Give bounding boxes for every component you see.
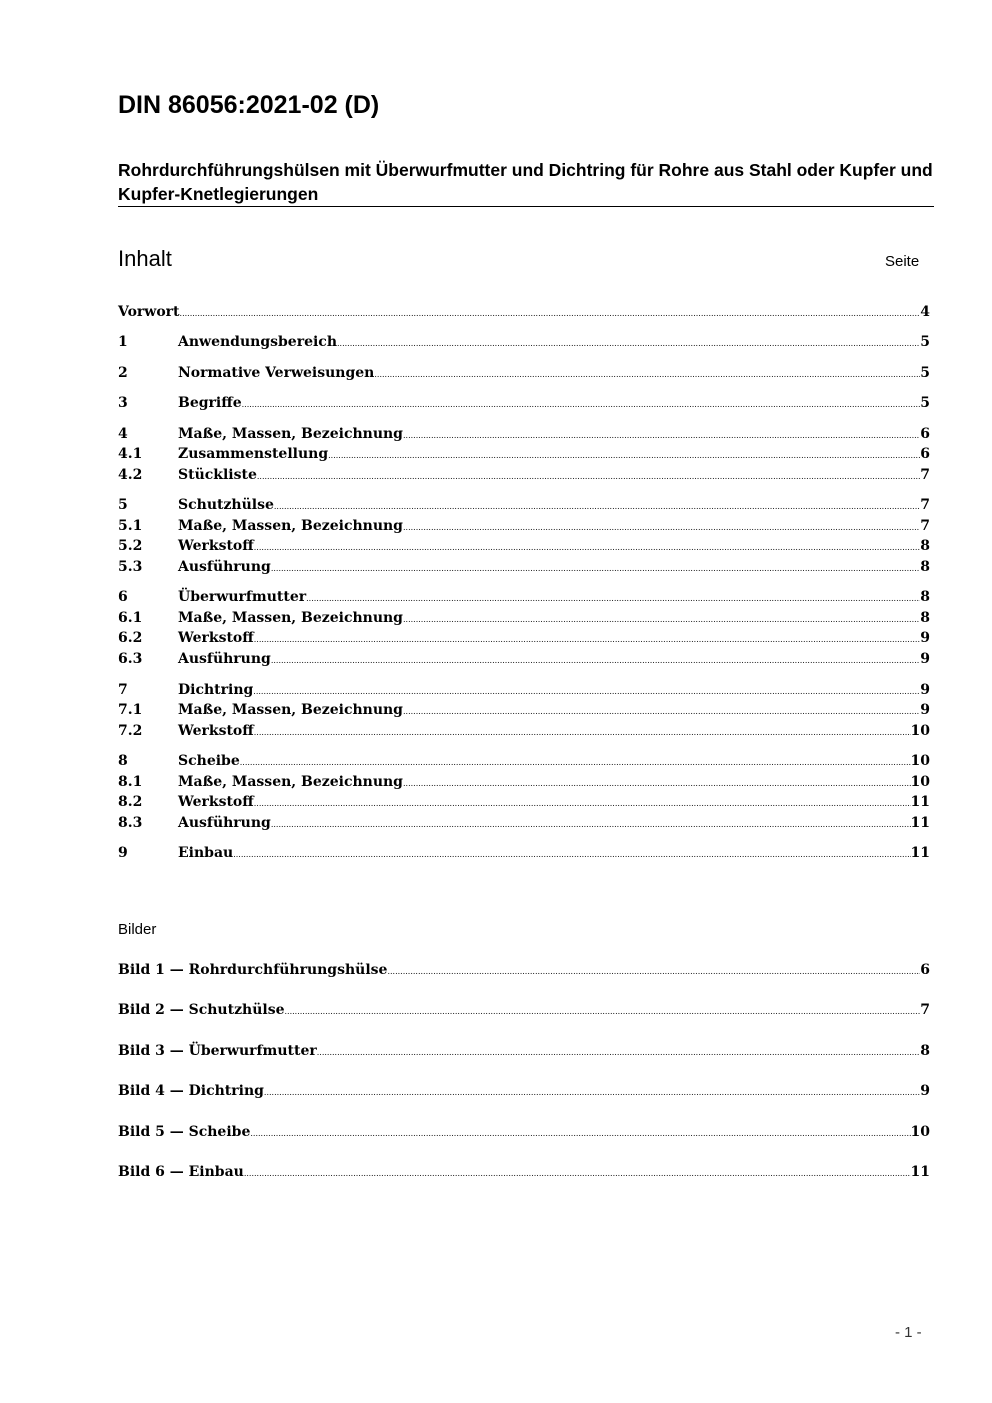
toc-leader xyxy=(403,424,920,446)
toc-entry[interactable] xyxy=(118,424,930,444)
toc-entry-page: 11 xyxy=(910,845,930,861)
title-divider xyxy=(118,206,934,207)
contents-heading: Inhalt xyxy=(118,246,172,271)
toc-entry[interactable] xyxy=(118,751,930,771)
toc-entry-number: 4 xyxy=(118,426,128,442)
figure-entry[interactable] xyxy=(118,1081,930,1101)
toc-entry-title: Überwurfmutter xyxy=(178,589,307,605)
toc-entry-page: 9 xyxy=(920,651,930,667)
toc-leader xyxy=(317,1041,921,1063)
toc-entry-page: 4 xyxy=(920,304,930,320)
document-subtitle: Rohrdurchführungshülsen mit Überwurfmutter und Dichtring für Rohre aus Stahl oder Kupfer und Kupfer-Knetlegierungen xyxy=(118,160,933,204)
toc-entry[interactable] xyxy=(118,465,930,485)
toc-entry-page: 7 xyxy=(920,467,930,483)
toc-entry-page: 7 xyxy=(920,518,930,534)
toc-entry-number: 7.2 xyxy=(118,723,143,739)
toc-leader xyxy=(254,792,911,814)
toc-leader xyxy=(271,813,911,835)
toc-entry-number: 4.1 xyxy=(118,446,143,462)
figure-entry-title: Bild 2 — Schutzhülse xyxy=(118,1002,285,1018)
toc-entry-title: Normative Verweisungen xyxy=(178,365,375,381)
toc-entry-number: 5.3 xyxy=(118,559,143,575)
toc-entry-title: Begriffe xyxy=(178,395,242,411)
toc-entry-page: 8 xyxy=(920,610,930,626)
figure-entry-page: 11 xyxy=(910,1164,930,1180)
toc-entry-number: 6.2 xyxy=(118,630,143,646)
toc-entry-title: Maße, Massen, Bezeichnung xyxy=(178,518,403,534)
toc-entry-title: Vorwort xyxy=(118,304,180,320)
toc-entry-number: 7 xyxy=(118,682,128,698)
toc-entry-title: Werkstoff xyxy=(178,538,254,554)
toc-entry-page: 10 xyxy=(910,753,930,769)
toc-entry-title: Maße, Massen, Bezeichnung xyxy=(178,426,403,442)
toc-leader xyxy=(254,721,911,743)
toc-leader xyxy=(250,1122,910,1144)
toc-leader xyxy=(387,960,920,982)
toc-entry-page: 11 xyxy=(910,815,930,831)
toc-entry-number: 6 xyxy=(118,589,128,605)
figure-entry-page: 8 xyxy=(920,1043,930,1059)
toc-entry[interactable] xyxy=(118,536,930,556)
toc-entry-title: Werkstoff xyxy=(178,630,254,646)
document-id: DIN 86056:2021-02 (D) xyxy=(118,91,380,119)
toc-entry-number: 3 xyxy=(118,395,128,411)
figure-entry[interactable] xyxy=(118,1122,930,1142)
toc-entry-number: 2 xyxy=(118,365,128,381)
toc-entry-page: 5 xyxy=(920,395,930,411)
toc-leader xyxy=(264,1081,920,1103)
toc-entry[interactable] xyxy=(118,393,930,413)
toc-entry-title: Dichtring xyxy=(178,682,254,698)
toc-entry[interactable] xyxy=(118,608,930,628)
toc-entry[interactable] xyxy=(118,843,930,863)
figure-entry[interactable] xyxy=(118,1000,930,1020)
toc-entry-title: Zusammenstellung xyxy=(178,446,329,462)
toc-leader xyxy=(403,516,920,538)
toc-entry-page: 5 xyxy=(920,334,930,350)
toc-entry-page: 9 xyxy=(920,682,930,698)
toc-entry-page: 9 xyxy=(920,702,930,718)
figure-entry-title: Bild 5 — Scheibe xyxy=(118,1124,251,1140)
toc-entry-number: 1 xyxy=(118,334,128,350)
figure-entry[interactable] xyxy=(118,1041,930,1061)
toc-entry-number: 4.2 xyxy=(118,467,143,483)
figure-entry-title: Bild 3 — Überwurfmutter xyxy=(118,1043,317,1059)
toc-leader xyxy=(271,649,920,671)
toc-entry-number: 5.2 xyxy=(118,538,143,554)
toc-entry[interactable] xyxy=(118,587,930,607)
toc-entry-number: 5 xyxy=(118,497,128,513)
toc-entry-page: 5 xyxy=(920,365,930,381)
toc-leader xyxy=(254,628,921,650)
toc-entry-number: 9 xyxy=(118,845,128,861)
toc-entry[interactable] xyxy=(118,557,930,577)
toc-leader xyxy=(271,557,920,579)
toc-entry-page: 7 xyxy=(920,497,930,513)
toc-leader xyxy=(240,751,911,773)
toc-leader xyxy=(403,700,920,722)
figure-entry-title: Bild 4 — Dichtring xyxy=(118,1083,264,1099)
toc-entry-title: Ausführung xyxy=(178,651,271,667)
toc-entry-number: 6.1 xyxy=(118,610,143,626)
figure-entry-title: Bild 1 — Rohrdurchführungshülse xyxy=(118,962,388,978)
toc-entry-number: 8.1 xyxy=(118,774,143,790)
toc-entry-title: Anwendungsbereich xyxy=(178,334,337,350)
toc-entry[interactable] xyxy=(118,649,930,669)
toc-entry-title: Schutzhülse xyxy=(178,497,274,513)
toc-entry-page: 10 xyxy=(910,723,930,739)
toc-entry-page: 6 xyxy=(920,446,930,462)
toc-entry-number: 8.3 xyxy=(118,815,143,831)
toc-entry[interactable] xyxy=(118,332,930,352)
toc-entry-title: Maße, Massen, Bezeichnung xyxy=(178,610,403,626)
toc-entry-title: Scheibe xyxy=(178,753,240,769)
toc-leader xyxy=(257,465,920,487)
toc-entry[interactable] xyxy=(118,516,930,536)
toc-entry-page: 8 xyxy=(920,538,930,554)
toc-entry-title: Ausführung xyxy=(178,559,271,575)
figure-entry-page: 10 xyxy=(910,1124,930,1140)
toc-leader xyxy=(306,587,920,609)
toc-entry-title: Werkstoff xyxy=(178,723,254,739)
toc-entry-vorwort[interactable] xyxy=(118,302,930,322)
toc-entry-title: Stückliste xyxy=(178,467,257,483)
figure-entry[interactable] xyxy=(118,960,930,980)
toc-entry-number: 7.1 xyxy=(118,702,143,718)
toc-entry-page: 11 xyxy=(910,794,930,810)
toc-entry[interactable] xyxy=(118,680,930,700)
figure-entry-page: 7 xyxy=(920,1002,930,1018)
toc-entry[interactable] xyxy=(118,495,930,515)
toc-leader xyxy=(403,772,911,794)
toc-entry[interactable] xyxy=(118,444,930,464)
toc-entry-page: 8 xyxy=(920,559,930,575)
toc-leader xyxy=(328,444,920,466)
toc-entry-number: 5.1 xyxy=(118,518,143,534)
toc-entry-title: Maße, Massen, Bezeichnung xyxy=(178,702,403,718)
toc-entry-title: Einbau xyxy=(178,845,234,861)
toc-leader xyxy=(285,1000,921,1022)
toc-entry-title: Werkstoff xyxy=(178,794,254,810)
figure-entry-title: Bild 6 — Einbau xyxy=(118,1164,244,1180)
toc-entry-page: 9 xyxy=(920,630,930,646)
toc-leader xyxy=(253,680,920,702)
toc-entry-page: 10 xyxy=(910,774,930,790)
toc-entry-number: 6.3 xyxy=(118,651,143,667)
toc-leader xyxy=(233,843,910,865)
toc-entry-page: 6 xyxy=(920,426,930,442)
toc-leader xyxy=(274,495,920,517)
page-column-label: Seite xyxy=(885,253,920,270)
toc-entry[interactable] xyxy=(118,363,930,383)
toc-entry[interactable] xyxy=(118,813,930,833)
toc-entry[interactable] xyxy=(118,700,930,720)
toc-leader xyxy=(374,363,920,385)
toc-entry-page: 8 xyxy=(920,589,930,605)
toc-entry-number: 8 xyxy=(118,753,128,769)
toc-leader xyxy=(403,608,920,630)
figure-entry-page: 6 xyxy=(920,962,930,978)
toc-entry-title: Maße, Massen, Bezeichnung xyxy=(178,774,403,790)
toc-entry-number: 8.2 xyxy=(118,794,143,810)
toc-leader xyxy=(254,536,921,558)
figure-entry[interactable] xyxy=(118,1162,930,1182)
figures-heading: Bilder xyxy=(118,921,157,938)
toc-leader xyxy=(244,1162,911,1184)
figure-entry-page: 9 xyxy=(920,1083,930,1099)
page-number: - 1 - xyxy=(895,1324,922,1341)
toc-entry[interactable] xyxy=(118,628,930,648)
toc-entry[interactable] xyxy=(118,772,930,792)
toc-leader xyxy=(337,332,920,354)
toc-entry-title: Ausführung xyxy=(178,815,271,831)
toc-entry[interactable] xyxy=(118,792,930,812)
toc-leader xyxy=(180,302,921,324)
toc-leader xyxy=(242,393,921,415)
toc-entry[interactable] xyxy=(118,721,930,741)
